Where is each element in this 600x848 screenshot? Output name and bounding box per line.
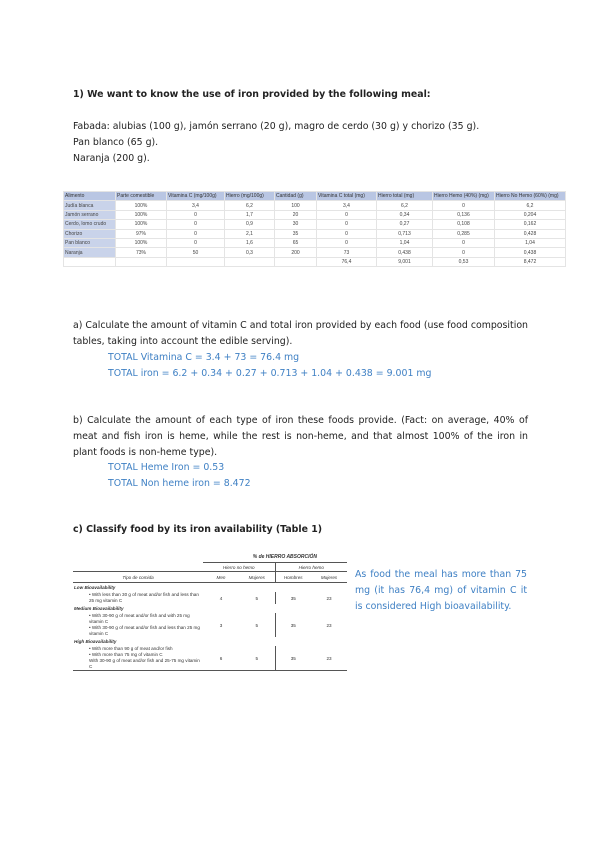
answer-c: As food the meal has more than 75 mg (it has 76,4 mg) of vitamin C it is considered High bioavailability. [355, 569, 527, 612]
table-cell: 0,108 [433, 220, 495, 229]
food-name-cell: Cerdo, lomo crudo [64, 220, 116, 229]
food-name-cell: Judía blanca [64, 201, 116, 210]
col-label-tipo-comida: Tipo de comida [73, 572, 203, 583]
table-cell [275, 257, 317, 266]
value-cell: 5 [255, 595, 259, 601]
table-cell: 0 [433, 248, 495, 257]
meal-line-naranja: Naranja (200 g). [73, 153, 150, 164]
table-cell: 0,285 [433, 229, 495, 238]
food-composition-table [63, 191, 566, 267]
table-cell: 100% [116, 201, 167, 210]
table-cell: 3,4 [167, 201, 225, 210]
item-description: • With more than 90 g of meat and/or fish • With more than 75 mg of vitamin C With 30-90 g of meat and/or fish and 25-75 mg vitamin C [89, 646, 200, 669]
table-cell [225, 257, 275, 266]
food-name-cell: Jamón serrano [64, 210, 116, 219]
table-cell: 0,34 [377, 210, 433, 219]
table-cell: 73% [116, 248, 167, 257]
table-row [64, 238, 566, 247]
table-cell: 100 [275, 201, 317, 210]
answer-b-heme-iron: TOTAL Heme Iron = 0.53 [108, 462, 225, 473]
header-cell: Cantidad (g) [275, 192, 317, 201]
total-heme-iron-cell: 0,53 [433, 257, 495, 266]
subheader-cell: Men [203, 572, 239, 583]
question-c: c) Classify food by its iron availability (Table 1) [73, 524, 323, 535]
group-non-heme: Hierro no hemo [203, 563, 275, 572]
value-cell: 23 [326, 595, 332, 601]
header-cell: Hierro total (mg) [377, 192, 433, 201]
table-cell: 200 [275, 248, 317, 257]
total-non-heme-iron-cell: 8,472 [495, 257, 566, 266]
table-cell: 0 [317, 220, 377, 229]
category-medium: Medium Bioavailability [74, 606, 124, 611]
table-cell: 0,438 [377, 248, 433, 257]
value-cell: 23 [326, 622, 332, 628]
table-row [64, 220, 566, 229]
table-cell: 97% [116, 229, 167, 238]
meal-line-pan: Pan blanco (65 g). [73, 137, 159, 148]
answer-a-total-iron: TOTAL iron = 6.2 + 0.34 + 0.27 + 0.713 + 1.04 + 0.438 = 9.001 mg [108, 368, 432, 379]
table-cell: 0,9 [225, 220, 275, 229]
meal-line-fabada: Fabada: alubias (100 g), jamón serrano (20 g), magro de cerdo (30 g) y chorizo (35 g). [73, 121, 480, 132]
table-cell: 73 [317, 248, 377, 257]
category-high: High Bioavailability [74, 639, 117, 644]
table-row [73, 646, 347, 671]
total-iron-cell: 9,001 [377, 257, 433, 266]
header-cell: Hierro (mg/100g) [225, 192, 275, 201]
table-cell: 35 [275, 229, 317, 238]
table-cell: 1,04 [495, 238, 566, 247]
question-a: a) Calculate the amount of vitamin C and total iron provided by each food (use food composition tables, taking into account the edible serving). [73, 320, 528, 347]
question-1: 1) We want to know the use of iron provided by the following meal: [73, 89, 431, 100]
item-description: • With 30-90 g of meat and/or fish and with 25 mg vitamin C • With 30-90 g of meat and/or fish and less than 25 mg vitamin C [89, 613, 200, 636]
totals-row [64, 257, 566, 266]
header-cell: Vitamina C (mg/100g) [167, 192, 225, 201]
table-cell: 1,7 [225, 210, 275, 219]
table-cell: 0 [433, 238, 495, 247]
value-cell: 5 [255, 655, 259, 661]
item-description: • With less than 30 g of meat and/or fish and less than 25 mg vitamin C [89, 592, 199, 603]
category-low: Low Bioavailability [74, 585, 116, 590]
header-cell: Hierro No Hemo (60%) (mg) [495, 192, 566, 201]
table-cell: 6,2 [377, 201, 433, 210]
item-text: With 30-90 g of meat and/or fish and with 25 mg vitamin C [89, 613, 190, 624]
answer-b-non-heme-iron: TOTAL Non heme iron = 8.472 [108, 478, 251, 489]
table-cell: 0 [433, 201, 495, 210]
item-text: With 30-90 g of meat and/or fish and 25-75 mg vitamin C [89, 658, 200, 669]
table-row [64, 201, 566, 210]
table-row [64, 229, 566, 238]
group-heme: Hierro hemo [275, 563, 347, 572]
question-b: b) Calculate the amount of each type of iron these foods provide. (Fact: on average, 40% of meat and fish iron is heme, while the rest is non-heme, and that almost 100% of the iron in plant foods is non-heme type). [73, 415, 528, 458]
answer-a-vitamin-c: TOTAL Vitamina C = 3.4 + 73 = 76.4 mg [108, 352, 300, 363]
table-row [64, 248, 566, 257]
item-text: With less than 30 g of meat and/or fish and less than 25 mg vitamin C [89, 592, 199, 603]
absorption-subheader-row [73, 572, 347, 583]
table-cell: 1,04 [377, 238, 433, 247]
absorption-table-title: % de HIERRO ABSORCIÓN [252, 554, 317, 560]
table-cell [116, 257, 167, 266]
header-cell: Hierro Hemo (40%) (mg) [433, 192, 495, 201]
table-row [73, 613, 347, 637]
category-row [73, 637, 347, 646]
table-cell: 30 [275, 220, 317, 229]
value-cell: 3 [219, 622, 223, 628]
table-cell: 0 [167, 220, 225, 229]
table-cell: 1,6 [225, 238, 275, 247]
table-cell: 0,438 [495, 248, 566, 257]
table-cell: 20 [275, 210, 317, 219]
table-cell [167, 257, 225, 266]
table-cell: 6,2 [225, 201, 275, 210]
iron-absorption-table [73, 553, 347, 703]
table-cell: 100% [116, 238, 167, 247]
table-cell: 0 [167, 238, 225, 247]
table-cell: 0,162 [495, 220, 566, 229]
header-cell: Alimento [64, 192, 116, 201]
table-cell: 100% [116, 210, 167, 219]
table-cell: 100% [116, 220, 167, 229]
value-cell: 4 [219, 595, 223, 601]
item-text: With more than 90 g of meat and/or fish [91, 646, 173, 651]
table-cell: 0 [167, 229, 225, 238]
absorption-group-row [73, 563, 347, 572]
food-name-cell: Naranja [64, 248, 116, 257]
food-table-header-row [64, 192, 566, 201]
table-cell: 0 [317, 229, 377, 238]
table-cell: 0,3 [225, 248, 275, 257]
value-cell: 35 [275, 646, 311, 671]
table-cell: 2,1 [225, 229, 275, 238]
table-cell: 0 [317, 210, 377, 219]
subheader-cell: Mujeres [311, 572, 347, 583]
table-cell: 6,2 [495, 201, 566, 210]
table-cell: 50 [167, 248, 225, 257]
table-cell: 65 [275, 238, 317, 247]
value-cell: 23 [326, 655, 332, 661]
table-cell: 0 [167, 210, 225, 219]
table-cell: 0,27 [377, 220, 433, 229]
value-cell: 35 [275, 592, 311, 604]
table-cell: 3,4 [317, 201, 377, 210]
total-vitamin-c-cell: 76,4 [317, 257, 377, 266]
table-cell: 0,428 [495, 229, 566, 238]
table-row [64, 210, 566, 219]
table-cell: 0,713 [377, 229, 433, 238]
item-text: With 30-90 g of meat and/or fish and less than 25 mg vitamin C [89, 625, 200, 636]
table-row [73, 592, 347, 604]
category-row [73, 583, 347, 593]
food-name-cell: Pan blanco [64, 238, 116, 247]
subheader-cell: Mujeres [239, 572, 275, 583]
value-cell: 35 [275, 613, 311, 637]
table-cell [64, 257, 116, 266]
value-cell: 5 [255, 622, 259, 628]
header-cell: Vitamina C total (mg) [317, 192, 377, 201]
value-cell: 6 [219, 655, 223, 661]
header-cell: Parte comestible [116, 192, 167, 201]
food-name-cell: Chorizo [64, 229, 116, 238]
table-cell: 0 [317, 238, 377, 247]
table-cell: 0,136 [433, 210, 495, 219]
item-text: With more than 75 mg of vitamin C [91, 652, 163, 657]
category-row [73, 604, 347, 613]
table-cell: 0,204 [495, 210, 566, 219]
subheader-cell: Hombres [275, 572, 311, 583]
